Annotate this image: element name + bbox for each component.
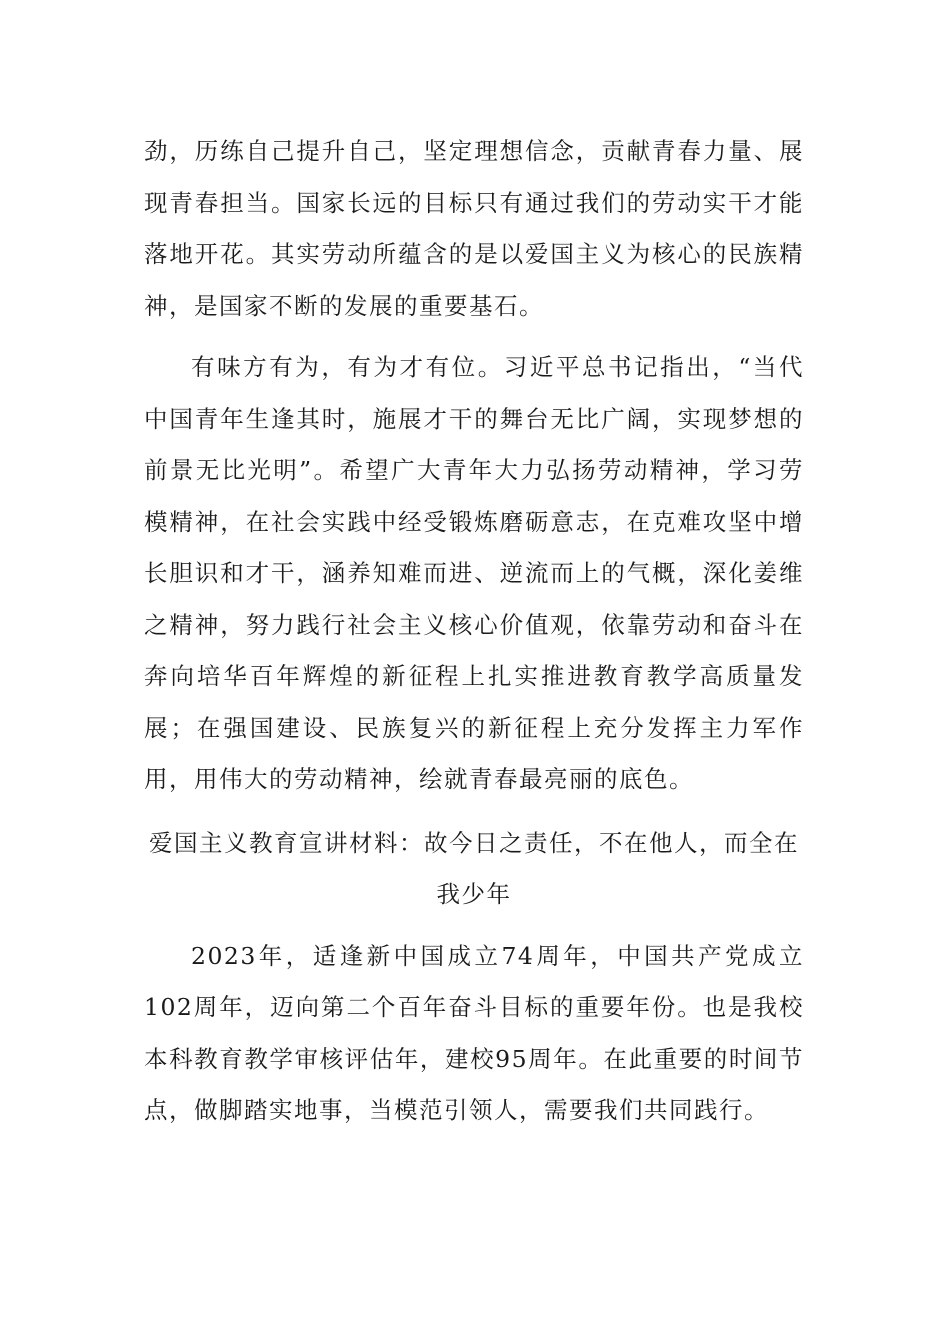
document-body — [144, 126, 804, 1147]
paragraph-youth-labor: 有味方有为，有为才有位。习近平总书记指出，“当代中国青年生逢其时，施展才干的舞台无比广阔，实现梦想的前景无比光明”。希望广大青年大力弘扬劳动精神，学习劳模精神，在社会实践中经受锻炼磨砺意志，在克难攻坚中增长胆识和才干，涵养知难而进、逆流而上的气概，深化姜维之精神，努力践行社会主义核心价值观，依靠劳动和奋斗在奔向培华百年辉煌的新征程上扎实推进教育教学高质量发展；在强国建设、民族复兴的新征程上充分发挥主力军作用，用伟大的劳动精神，绘就青春最亮丽的底色。 — [144, 353, 804, 793]
paragraph-continued: 劲，历练自己提升自己，坚定理想信念，贡献青春力量、展现青春担当。国家长远的目标只有通过我们的劳动实干才能落地开花。其实劳动所蕴含的是以爱国主义为核心的民族精神，是国家不断的发展的重要基石。 — [144, 137, 804, 320]
paragraph-anniversary: 2023年，适逢新中国成立74周年，中国共产党成立102周年，迈向第二个百年奋斗目标的重要年份。也是我校本科教育教学审核评估年，建校95周年。在此重要的时间节点，做脚踏实地事，当模范引领人，需要我们共同践行。 — [144, 941, 804, 1124]
section-heading: 爱国主义教育宣讲材料：故今日之责任，不在他人，而全在我少年 — [149, 828, 799, 908]
